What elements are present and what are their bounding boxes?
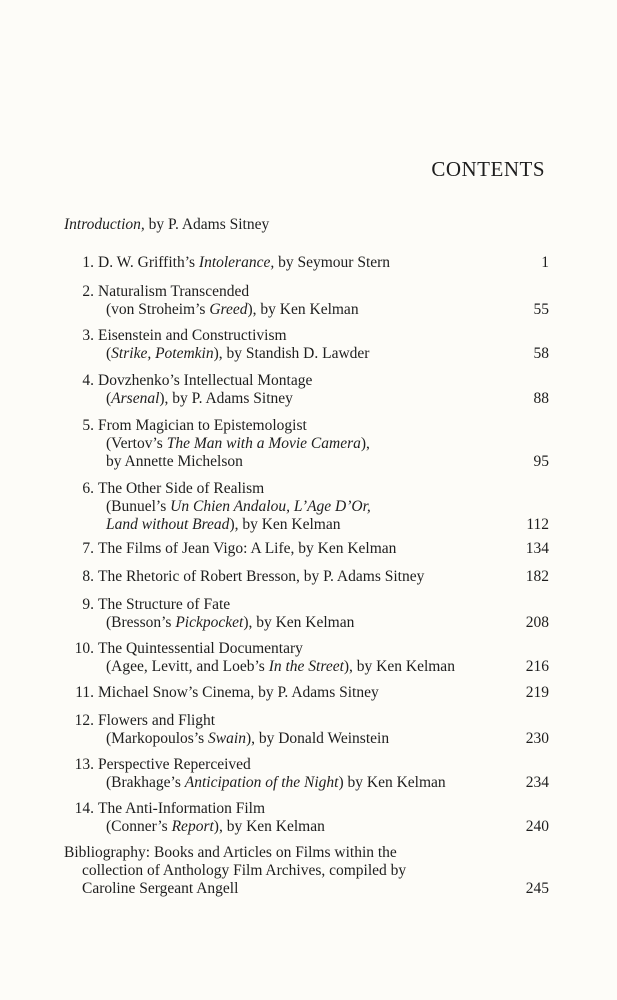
entry-text-segment: (: [106, 390, 112, 407]
entry-line: [98, 417, 518, 435]
film-title: Pickpocket: [175, 614, 244, 631]
entry-line: [98, 800, 518, 818]
entry-line: [98, 327, 518, 345]
entry-text-segment: ), by Ken Kelman: [229, 516, 341, 533]
entry-text: [98, 540, 518, 558]
entry-text-segment: From Magician to Epistemologist: [98, 417, 307, 434]
entry-text-segment: (Bunuel’s: [106, 498, 171, 515]
entry-text-segment: ), by Ken Kelman: [247, 301, 359, 318]
entry-text-segment: The Anti-Information Film: [98, 800, 266, 817]
toc-entry: [64, 540, 549, 558]
entry-number: 9.: [82, 596, 94, 613]
entry-text: [98, 640, 518, 676]
toc-entry: [64, 800, 549, 836]
entry-number: 14.: [74, 800, 94, 817]
entry-line: [98, 596, 518, 614]
entry-text: [98, 417, 518, 471]
entry-number: 11.: [75, 684, 94, 701]
entry-text: [98, 480, 518, 534]
page-number: 182: [525, 568, 549, 585]
bibliography-line: collection of Anthology Film Archives, compiled by: [82, 862, 407, 879]
page-number: 58: [533, 345, 549, 362]
toc-entry: [64, 568, 549, 586]
entry-line: [98, 453, 518, 471]
entry-number: 10.: [74, 640, 94, 657]
page-number: 234: [525, 774, 549, 791]
entry-text-segment: Perspective Reperceived: [98, 756, 251, 773]
bibliography-entry: [64, 844, 549, 898]
entry-text-segment: ), by Donald Weinstein: [245, 730, 390, 747]
entry-text-segment: ) by Ken Kelman: [338, 774, 446, 791]
entry-text-segment: ), by Ken Kelman: [343, 658, 455, 675]
entry-number: 1.: [82, 254, 94, 271]
toc-entry: [64, 417, 549, 471]
entry-line: [98, 283, 518, 301]
entry-number: 8.: [82, 568, 94, 585]
page-title: CONTENTS: [431, 157, 545, 181]
toc-entry: [64, 712, 549, 748]
page-number: 240: [525, 818, 549, 835]
entry-text: [98, 254, 518, 272]
entry-line: [98, 301, 518, 319]
entry-text-segment: The Structure of Fate: [98, 596, 231, 613]
toc-entry: [64, 327, 549, 363]
entry-number: 7.: [82, 540, 94, 557]
entry-text: [98, 596, 518, 632]
entry-text-segment: The Films of Jean Vigo: A Life, by Ken Kelman: [98, 540, 397, 557]
entry-line: [98, 372, 518, 390]
entry-line: [98, 540, 518, 558]
page-number: 88: [533, 390, 549, 407]
entry-line: [98, 254, 518, 272]
toc-entry: [64, 254, 549, 272]
page-number: 219: [525, 684, 549, 701]
toc-entry: [64, 372, 549, 408]
entry-line: [98, 568, 518, 586]
entry-number: 13.: [74, 756, 94, 773]
entry-number: 12.: [74, 712, 94, 729]
entry-text-segment: ), by Ken Kelman: [213, 818, 325, 835]
page-number: 208: [525, 614, 549, 631]
entry-line: [98, 658, 518, 676]
entry-line: [98, 818, 518, 836]
entry-text-segment: The Rhetoric of Robert Bresson, by P. Adams Sitney: [98, 568, 425, 585]
entry-text-segment: by Seymour Stern: [274, 254, 391, 271]
entry-text: [98, 756, 518, 792]
entry-text: [98, 800, 518, 836]
page-number: 1: [541, 254, 549, 271]
entry-number: 2.: [82, 283, 94, 300]
entry-line: [98, 480, 518, 498]
toc-entry: [64, 283, 549, 319]
entry-text-segment: The Quintessential Documentary: [98, 640, 303, 657]
entry-line: [98, 756, 518, 774]
entry-text-segment: (von Stroheim’s: [106, 301, 210, 318]
entry-text-segment: by Annette Michelson: [106, 453, 243, 470]
entry-text-segment: Flowers and Flight: [98, 712, 216, 729]
entry-line: [98, 730, 518, 748]
film-title: Arsenal: [111, 390, 160, 407]
entry-text-segment: Naturalism Transcended: [98, 283, 250, 300]
entry-number: 6.: [82, 480, 94, 497]
page-number: 112: [526, 516, 549, 533]
entry-line: [98, 498, 518, 516]
entry-text: [98, 712, 518, 748]
entry-text-segment: Dovzhenko’s Intellectual Montage: [98, 372, 313, 389]
entry-text-segment: (Agee, Levitt, and Loeb’s: [106, 658, 269, 675]
page-number: 216: [525, 658, 549, 675]
film-title: Greed: [209, 301, 248, 318]
page-number: 245: [525, 880, 549, 897]
film-title: The Man with a Movie Camera: [166, 435, 361, 452]
entry-line: [98, 640, 518, 658]
entry-line: [98, 516, 518, 534]
toc-entry: [64, 480, 549, 534]
toc-entry: [64, 640, 549, 676]
entry-line: [98, 774, 518, 792]
film-title: Anticipation of the Night: [184, 774, 339, 791]
entry-text-segment: Michael Snow’s Cinema, by P. Adams Sitney: [98, 684, 379, 701]
film-title: In the Street: [268, 658, 344, 675]
introduction-title: Introduction,: [64, 216, 145, 233]
page-number: 95: [533, 453, 549, 470]
entry-line: [98, 614, 518, 632]
entry-text-segment: ),: [360, 435, 370, 452]
toc-entry: [64, 684, 549, 702]
film-title: Strike, Potemkin: [111, 345, 214, 362]
entry-text-segment: Eisenstein and Constructivism: [98, 327, 287, 344]
entry-text: [98, 327, 518, 363]
bibliography-line: Caroline Sergeant Angell: [82, 880, 239, 897]
entry-number: 4.: [82, 372, 94, 389]
introduction-entry: [64, 216, 269, 234]
entry-line: [98, 684, 518, 702]
entry-text-segment: ), by Ken Kelman: [243, 614, 355, 631]
entry-text-segment: (: [106, 345, 112, 362]
entry-text: [98, 372, 518, 408]
entry-line: [98, 435, 518, 453]
entry-text-segment: (Markopoulos’s: [106, 730, 209, 747]
page-number: 230: [525, 730, 549, 747]
entry-text: [98, 283, 518, 319]
introduction-author: by P. Adams Sitney: [148, 216, 270, 233]
film-title: Report: [171, 818, 214, 835]
entry-text-segment: (Bresson’s: [106, 614, 176, 631]
film-title: Intolerance,: [198, 254, 275, 271]
entry-text-segment: (Brakhage’s: [106, 774, 185, 791]
page-number: 134: [525, 540, 549, 557]
entry-text: [98, 684, 518, 702]
film-title: Swain: [208, 730, 246, 747]
film-title: Un Chien Andalou, L’Age D’Or,: [170, 498, 371, 515]
entry-text-segment: ), by P. Adams Sitney: [159, 390, 293, 407]
entry-number: 3.: [82, 327, 94, 344]
entry-line: [98, 390, 518, 408]
entry-line: [98, 345, 518, 363]
entry-text: [98, 568, 518, 586]
entry-text-segment: D. W. Griffith’s: [98, 254, 199, 271]
entry-text-segment: The Other Side of Realism: [98, 480, 265, 497]
page-number: 55: [533, 301, 549, 318]
bibliography-line: Bibliography: Books and Articles on Films within the: [64, 844, 397, 861]
film-title: Land without Bread: [106, 516, 230, 533]
entry-number: 5.: [82, 417, 94, 434]
entry-text-segment: (Vertov’s: [106, 435, 167, 452]
toc-entry: [64, 756, 549, 792]
toc-entry: [64, 596, 549, 632]
entry-line: [98, 712, 518, 730]
entry-text-segment: (Conner’s: [106, 818, 172, 835]
entry-text-segment: ), by Standish D. Lawder: [213, 345, 370, 362]
